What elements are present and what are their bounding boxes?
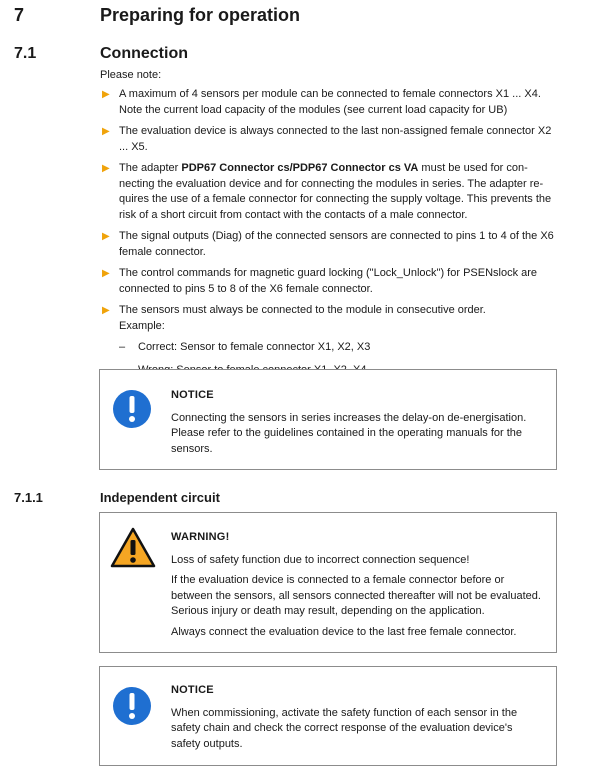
notice-title: NOTICE: [171, 389, 214, 401]
list-item: [100, 266, 560, 297]
arrow-right-icon: ▶: [102, 305, 110, 316]
arrow-right-icon: ▶: [102, 268, 110, 279]
example-label: Example:: [119, 319, 165, 332]
subsection-number: 7.1: [14, 45, 37, 62]
section-title: Preparing for operation: [100, 5, 301, 25]
bullet-text: The signal outputs (Diag) of the connected sensors are connected to pins 1 to 4 of the X6 female connector.: [119, 230, 554, 258]
bullet-text: A maximum of 4 sensors per module can be connected to female connectors X1 ... X4. Note the current load capacity of the modules (see current load capacity for UB): [119, 88, 541, 116]
list-item: [100, 161, 560, 223]
notice-box: [99, 369, 557, 470]
list-item: [100, 87, 560, 118]
info-circle-icon: [110, 387, 154, 437]
warning-box: [99, 512, 557, 653]
warning-text-3: Always connect the evaluation device to the last free female connector.: [171, 625, 517, 638]
info-circle-icon: [110, 684, 154, 734]
list-item: [100, 303, 560, 378]
notice-text: When commissioning, activate the safety function of each sensor in the safety chain and check the correct response of the evaluation device's safety outputs.: [171, 706, 518, 750]
subsubsection-title: Independent circuit: [100, 490, 220, 505]
bullet-text: [119, 162, 551, 221]
arrow-right-icon: ▶: [102, 163, 110, 174]
warning-text-2: If the evaluation device is connected to a female connector before or between the sensors, all sensors connected thereafter will not be evaluated. Serious injury or death may result, depending on the application.: [171, 574, 541, 617]
list-item: [100, 229, 560, 260]
adapter-name: PDP67 Connector cs/PDP67 Connector cs VA: [181, 162, 419, 174]
bullet-text-post: must be used for con-necting the evaluation device and for connecting the modules in series. The adapter re-quires the use of a female connector for connecting the supply voltage. This prevents the risk of a short circuit from contact with the contacts of a male connector.: [119, 162, 552, 221]
section-number: 7: [14, 5, 25, 25]
arrow-right-icon: ▶: [102, 231, 110, 242]
intro-text: Please note:: [100, 69, 162, 81]
subsubsection-number: 7.1.1: [14, 490, 43, 505]
warning-triangle-icon: [110, 527, 156, 575]
dash-marker: –: [119, 341, 126, 353]
warning-title: WARNING!: [171, 531, 230, 543]
notice-text: Connecting the sensors in series increases the delay-on de-energisation. Please refer to the guidelines contained in the operating manuals for the sensors.: [171, 411, 527, 455]
connection-bullet-list: [100, 87, 560, 385]
arrow-right-icon: ▶: [102, 89, 110, 100]
subsection-title: Connection: [100, 45, 188, 62]
notice-box: [99, 666, 557, 766]
arrow-right-icon: ▶: [102, 126, 110, 137]
warning-text-1: Loss of safety function due to incorrect connection sequence!: [171, 553, 470, 566]
list-item: [119, 340, 560, 356]
notice-title: NOTICE: [171, 684, 214, 696]
bullet-text-pre: The adapter: [119, 162, 182, 174]
bullet-text: The control commands for magnetic guard locking ("Lock_Unlock") for PSENslock are connected to pins 5 to 8 of the X6 female connector.: [119, 267, 538, 295]
example-correct: Correct: Sensor to female connector X1, X2, X3: [138, 341, 371, 353]
list-item: [100, 124, 560, 155]
bullet-text: The sensors must always be connected to the module in consecutive order.: [119, 304, 486, 316]
bullet-text: The evaluation device is always connected to the last non-assigned female connector X2 ... X5.: [119, 125, 552, 153]
